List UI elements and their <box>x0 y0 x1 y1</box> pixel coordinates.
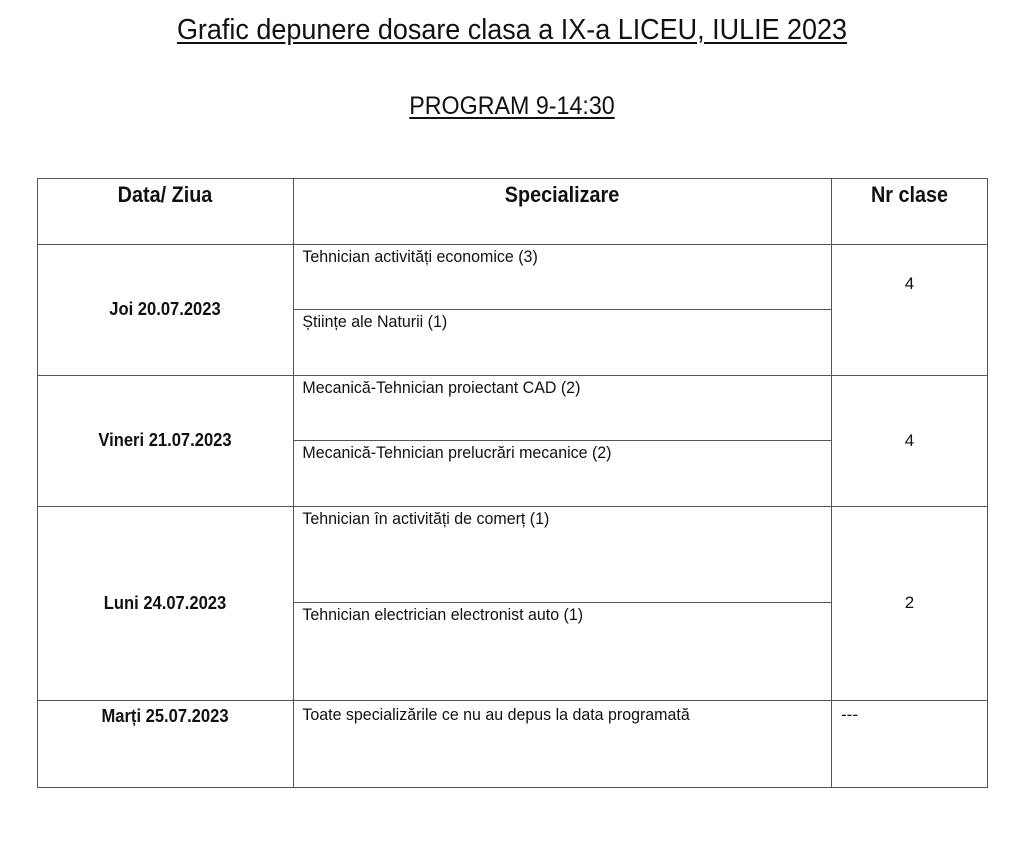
row-divider <box>293 602 831 603</box>
schedule-hours: PROGRAM 9-14:30 <box>409 92 615 120</box>
header-specialization: Specializare <box>504 182 620 207</box>
row-divider <box>37 244 988 245</box>
schedule-table <box>37 178 988 788</box>
table-border <box>37 178 38 788</box>
class-count: --- <box>841 705 858 724</box>
specialization-cell: Tehnician în activități de comerț (1) <box>302 509 550 528</box>
row-date: Joi 20.07.2023 <box>109 299 221 319</box>
row-divider <box>37 375 988 376</box>
row-date: Luni 24.07.2023 <box>103 592 227 613</box>
column-divider <box>293 178 294 788</box>
specialization-cell: Mecanică-Tehnician proiectant CAD (2) <box>302 378 581 397</box>
specialization-cell: Toate specializările ce nu au depus la data programată <box>302 705 690 724</box>
class-count: 4 <box>904 430 915 450</box>
table-border <box>37 787 988 788</box>
specialization-cell: Științe ale Naturii (1) <box>302 312 448 331</box>
header-date: Data/ Ziua <box>117 182 213 207</box>
row-date: Marți 25.07.2023 <box>101 706 229 726</box>
row-divider <box>37 506 988 507</box>
specialization-cell: Mecanică-Tehnician prelucrări mecanice (2) <box>302 443 612 462</box>
column-divider <box>831 178 832 788</box>
row-divider <box>293 309 831 310</box>
table-border <box>987 178 988 788</box>
row-divider <box>37 700 988 701</box>
class-count: 2 <box>904 593 915 612</box>
header-class-count: Nr clase <box>870 182 949 207</box>
class-count: 4 <box>904 273 915 293</box>
specialization-cell: Tehnician activități economice (3) <box>302 247 538 266</box>
row-date: Vineri 21.07.2023 <box>98 430 232 450</box>
row-divider <box>293 440 831 441</box>
document-title: Grafic depunere dosare clasa a IX-a LICEU, IULIE 2023 <box>176 14 848 46</box>
specialization-cell: Tehnician electrician electronist auto (1) <box>302 605 584 624</box>
table-border <box>37 178 988 179</box>
